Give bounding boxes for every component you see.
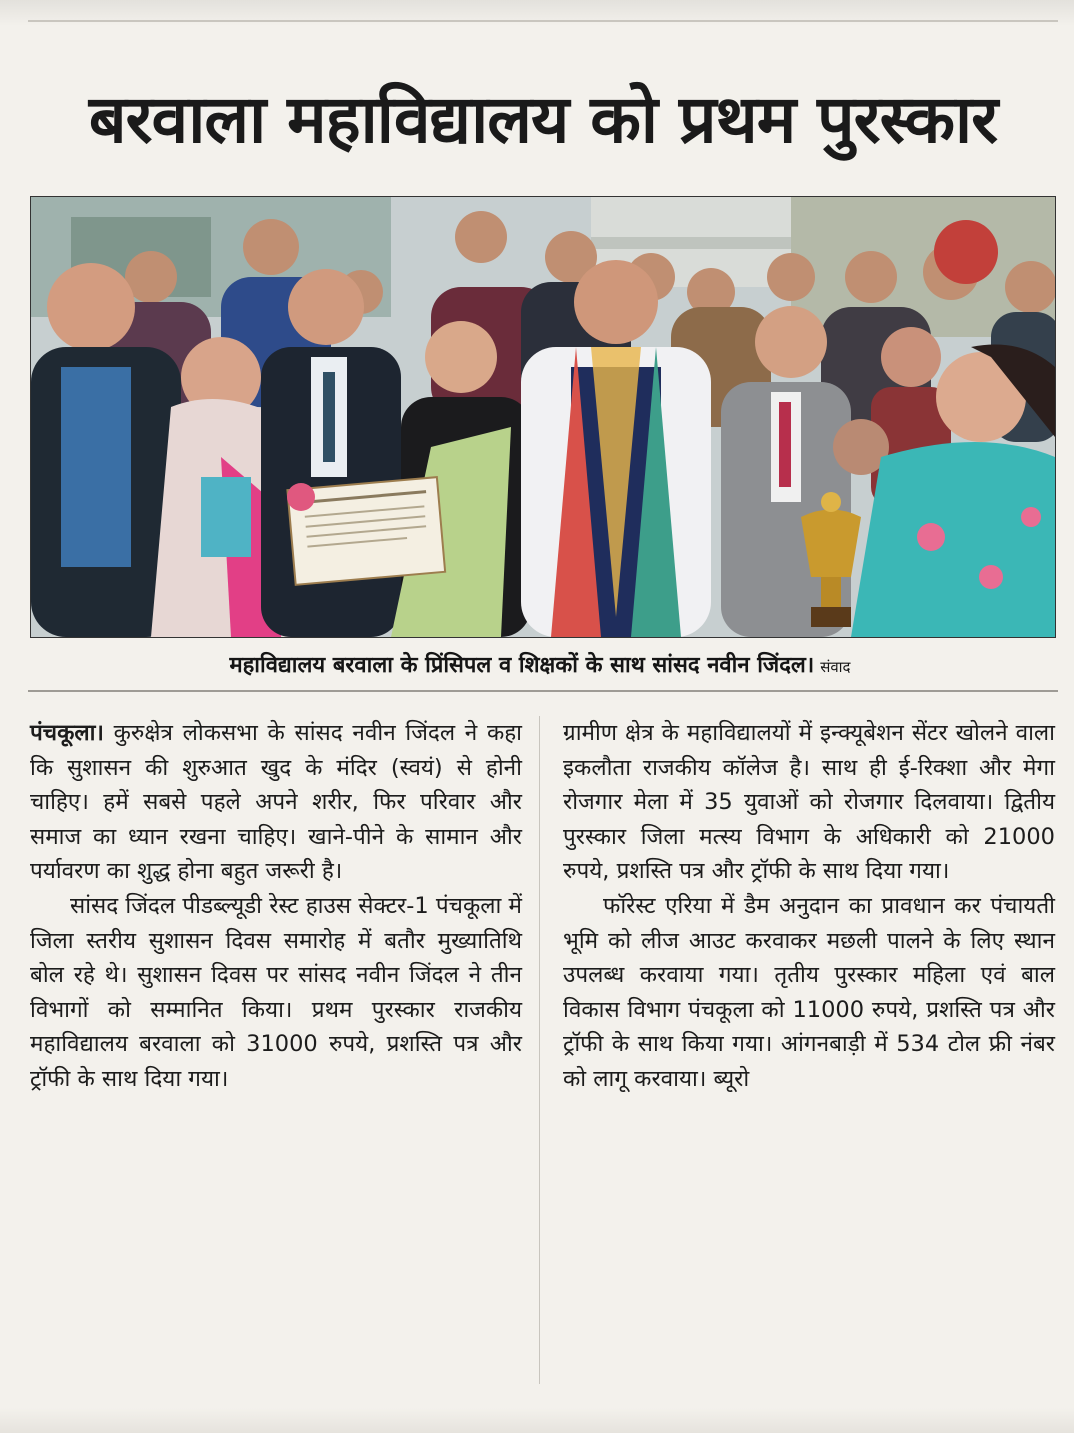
caption-credit: संवाद bbox=[820, 658, 851, 676]
caption-text: महाविद्यालय बरवाला के प्रिंसिपल व शिक्षकों के साथ सांसद नवीन जिंदल। bbox=[229, 653, 815, 678]
next-article-edge bbox=[0, 1408, 1074, 1433]
dateline: पंचकूला। bbox=[30, 720, 104, 746]
news-photo bbox=[30, 196, 1056, 638]
caption-rule bbox=[28, 690, 1058, 692]
paragraph-4 bbox=[563, 889, 1055, 1097]
paragraph-4-text: फॉरेस्ट एरिया में डैम अनुदान का प्रावधान कर पंचायती भूमि को लीज आउट करवाकर मछली पालने के लिए स्थान उपलब्ध करवाया गया। तृतीय पुरस्कार महिला एवं बाल विकास विभाग पंचकूला को 11000 रुपये, प्रशस्ति पत्र और ट्रॉफी के साथ किया गया। आंगनबाड़ी में 534 टोल फ्री नंबर को लागू करवाया। bbox=[563, 892, 1055, 1092]
previous-article-edge bbox=[0, 0, 1074, 26]
paragraph-2: सांसद जिंदल पीडब्ल्यूडी रेस्ट हाउस सेक्टर-1 पंचकूला में जिला स्तरीय सुशासन दिवस समारोह में बतौर मुख्यातिथि बोल रहे थे। सुशासन दिवस पर सांसद नवीन जिंदल ने तीन विभागों को सम्मानित किया। प्रथम पुरस्कार राजकीय महाविद्यालय बरवाला को 31000 रुपये, प्रशस्ति पत्र और ट्रॉफी के साथ दिया गया। bbox=[30, 892, 522, 1092]
paragraph-3: ग्रामीण क्षेत्र के महाविद्यालयों में इन्क्यूबेशन सेंटर खोलने वाला इकलौता राजकीय कॉलेज है। साथ ही ई-रिक्शा और मेगा रोजगार मेला में 35 युवाओं को रोजगार दिलवाया। द्वितीय पुरस्कार जिला मत्स्य विभाग के अधिकारी को 21000 रुपये, प्रशस्ति पत्र और ट्रॉफी के साथ दिया गया। bbox=[563, 720, 1055, 885]
article-column-1 bbox=[30, 716, 522, 1097]
article-column-2 bbox=[563, 716, 1055, 1097]
paragraph-1-text: कुरुक्षेत्र लोकसभा के सांसद नवीन जिंदल ने कहा कि सुशासन की शुरुआत खुद के मंदिर (स्वयं) से होनी चाहिए। हमें सबसे पहले अपने शरीर, फिर परिवार और समाज का ध्यान रखना चाहिए। खाने-पीने के सामान और पर्यावरण का शुद्ध होना बहुत जरूरी है। bbox=[30, 720, 522, 885]
photo-caption bbox=[60, 646, 1020, 686]
column-divider bbox=[539, 716, 540, 1384]
top-rule bbox=[28, 20, 1058, 22]
byline: ब्यूरो bbox=[706, 1065, 750, 1092]
headline: बरवाला महाविद्यालय को प्रथम पुरस्कार bbox=[88, 81, 998, 158]
paragraph-1 bbox=[30, 716, 522, 889]
